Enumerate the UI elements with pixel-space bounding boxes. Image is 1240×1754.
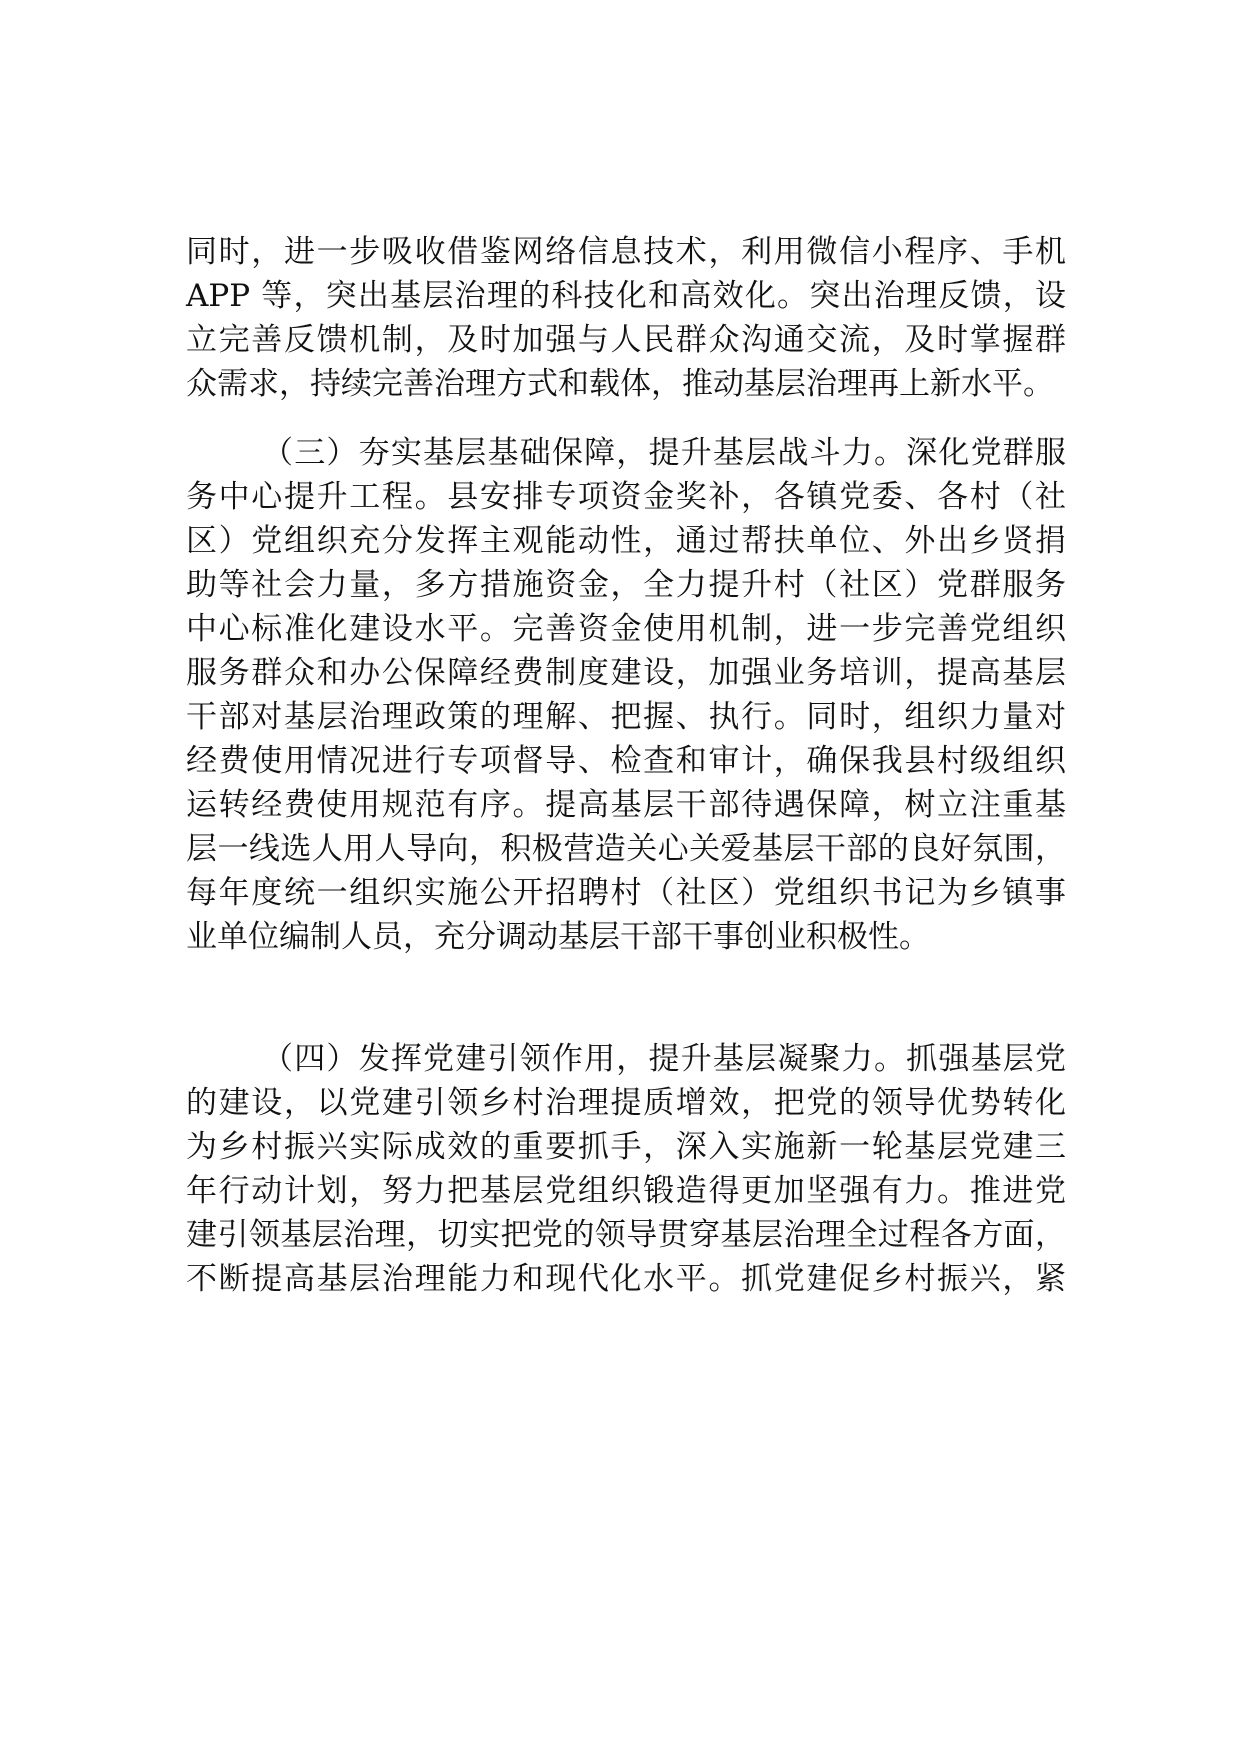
paragraph-line: 众需求，持续完善治理方式和载体，推动基层治理再上新水平。 bbox=[186, 366, 1054, 402]
paragraph-line: 为乡村振兴实际成效的重要抓手，深入实施新一轮基层党建三 bbox=[186, 1129, 1066, 1165]
paragraph-line: 区）党组织充分发挥主观能动性，通过帮扶单位、外出乡贤捐 bbox=[186, 523, 1066, 559]
paragraph-line: 中心标准化建设水平。完善资金使用机制，进一步完善党组织 bbox=[186, 611, 1066, 647]
paragraph-line: 层一线选人用人导向，积极营造关心关爱基层干部的良好氛围， bbox=[186, 831, 1066, 867]
paragraph-line: （三）夯实基层基础保障，提升基层战斗力。深化党群服 bbox=[262, 435, 1066, 471]
paragraph-3 bbox=[186, 1037, 1066, 1301]
paragraph-line: 不断提高基层治理能力和现代化水平。抓党建促乡村振兴，紧 bbox=[186, 1261, 1066, 1297]
paragraph-line: 经费使用情况进行专项督导、检查和审计，确保我县村级组织 bbox=[186, 743, 1066, 779]
paragraph-line: 干部对基层治理政策的理解、把握、执行。同时，组织力量对 bbox=[186, 699, 1066, 735]
paragraph-line: 的建设，以党建引领乡村治理提质增效，把党的领导优势转化 bbox=[186, 1085, 1066, 1121]
paragraph-2 bbox=[186, 431, 1066, 959]
paragraph-line: 立完善反馈机制，及时加强与人民群众沟通交流，及时掌握群 bbox=[186, 322, 1066, 358]
paragraph-line: 每年度统一组织实施公开招聘村（社区）党组织书记为乡镇事 bbox=[186, 875, 1066, 911]
paragraph-line: 运转经费使用规范有序。提高基层干部待遇保障，树立注重基 bbox=[186, 787, 1066, 823]
paragraph-line: 业单位编制人员，充分调动基层干部干事创业积极性。 bbox=[186, 919, 930, 955]
paragraph-line: 年行动计划，努力把基层党组织锻造得更加坚强有力。推进党 bbox=[186, 1173, 1066, 1209]
paragraph-line: 建引领基层治理，切实把党的领导贯穿基层治理全过程各方面， bbox=[186, 1217, 1066, 1253]
paragraph-line: 服务群众和办公保障经费制度建设，加强业务培训，提高基层 bbox=[186, 655, 1066, 691]
paragraph-line: （四）发挥党建引领作用，提升基层凝聚力。抓强基层党 bbox=[262, 1041, 1066, 1077]
paragraph-line: 务中心提升工程。县安排专项资金奖补，各镇党委、各村（社 bbox=[186, 479, 1066, 515]
paragraph-line: APP 等，突出基层治理的科技化和高效化。突出治理反馈，设 bbox=[186, 278, 1066, 314]
paragraph-line: 助等社会力量，多方措施资金，全力提升村（社区）党群服务 bbox=[186, 567, 1066, 603]
paragraph-1 bbox=[186, 230, 1066, 406]
paragraph-line: 同时，进一步吸收借鉴网络信息技术，利用微信小程序、手机 bbox=[186, 234, 1066, 270]
